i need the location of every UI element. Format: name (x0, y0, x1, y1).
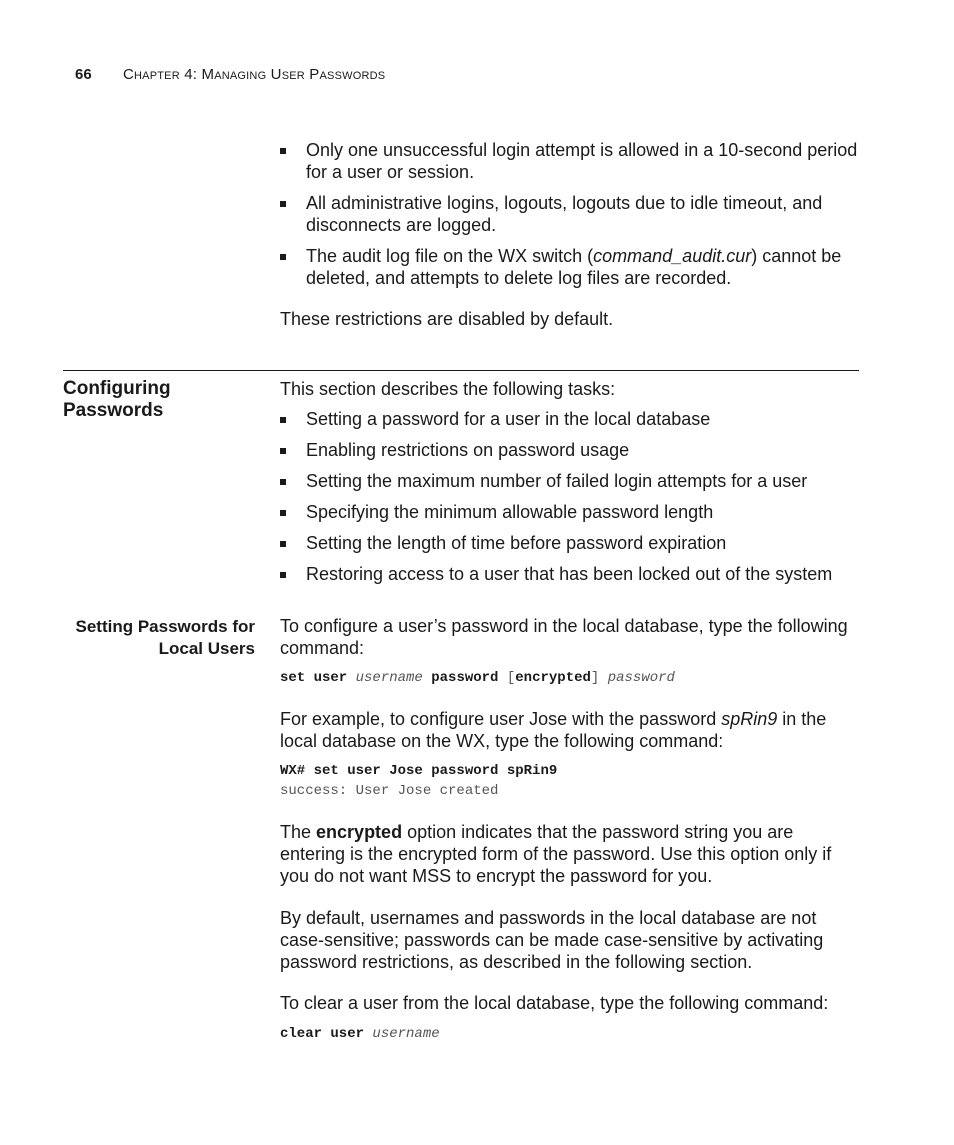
text: The audit log file on the WX switch ( (306, 246, 594, 266)
list-item: Only one unsuccessful login attempt is allowed in a 10-second period for a user or session. (280, 139, 860, 183)
output: success: User Jose created (280, 783, 499, 799)
section-divider (63, 370, 859, 371)
text: The (280, 822, 317, 842)
restrictions-note: These restrictions are disabled by default. (280, 309, 614, 329)
argument: username (372, 1026, 440, 1042)
list-item: Enabling restrictions on password usage (280, 439, 860, 461)
argument: username (355, 670, 423, 686)
list-item: Setting the length of time before password expiration (280, 532, 860, 554)
page-number: 66 (75, 66, 92, 83)
list-item: Setting the maximum number of failed login attempts for a user (280, 470, 860, 492)
keyword: encrypted (515, 670, 591, 686)
text: in the local database on the WX, type the following command: (280, 709, 827, 751)
example-output (280, 781, 860, 801)
subsection-heading: Setting Passwords for Local Users (75, 617, 255, 658)
bracket: ] (590, 670, 600, 686)
list-item: Specifying the minimum allowable password length (280, 501, 860, 523)
list-item: Restoring access to a user that has been locked out of the system (280, 563, 860, 585)
example-intro (280, 708, 860, 752)
command: WX# set user Jose password spRin9 (280, 763, 558, 779)
section-heading: Configuring Passwords (63, 378, 171, 421)
keyword: set user (280, 670, 348, 686)
example-password: spRin9 (721, 709, 778, 729)
keyword: clear user (280, 1026, 365, 1042)
clear-command-syntax (280, 1024, 860, 1044)
chapter-title: Chapter 4: Managing User Passwords (123, 66, 386, 83)
list-item: Setting a password for a user in the local database (280, 408, 860, 430)
keyword: password (431, 670, 499, 686)
list-item (280, 245, 860, 289)
clear-intro: To clear a user from the local database, type the following command: (280, 993, 829, 1013)
default-paragraph: By default, usernames and passwords in the local database are not case-sensitive; passwords can be made case-sensitive by activating password restrictions, as described in the following section. (280, 908, 824, 972)
text: option indicates that the password string you are entering is the encrypted form of the password. Use this option only if you do not want MSS to encrypt the password for you. (280, 822, 832, 886)
command-syntax (280, 668, 860, 688)
text: For example, to configure user Jose with the password (280, 709, 722, 729)
subsection-intro: To configure a user’s password in the local database, type the following command: (280, 616, 848, 658)
bracket: [ (506, 670, 516, 686)
filename: command_audit.cur (593, 246, 752, 266)
text: ) cannot be deleted, and attempts to delete log files are recorded. (306, 246, 842, 288)
example-command (280, 761, 860, 781)
keyword: encrypted (316, 822, 403, 842)
argument: password (607, 670, 675, 686)
list-item: All administrative logins, logouts, logouts due to idle timeout, and disconnects are logged. (280, 192, 860, 236)
encrypted-paragraph (280, 821, 855, 887)
task-list (280, 408, 860, 585)
restrictions-list (280, 139, 860, 289)
section-intro: This section describes the following tasks: (280, 379, 616, 399)
